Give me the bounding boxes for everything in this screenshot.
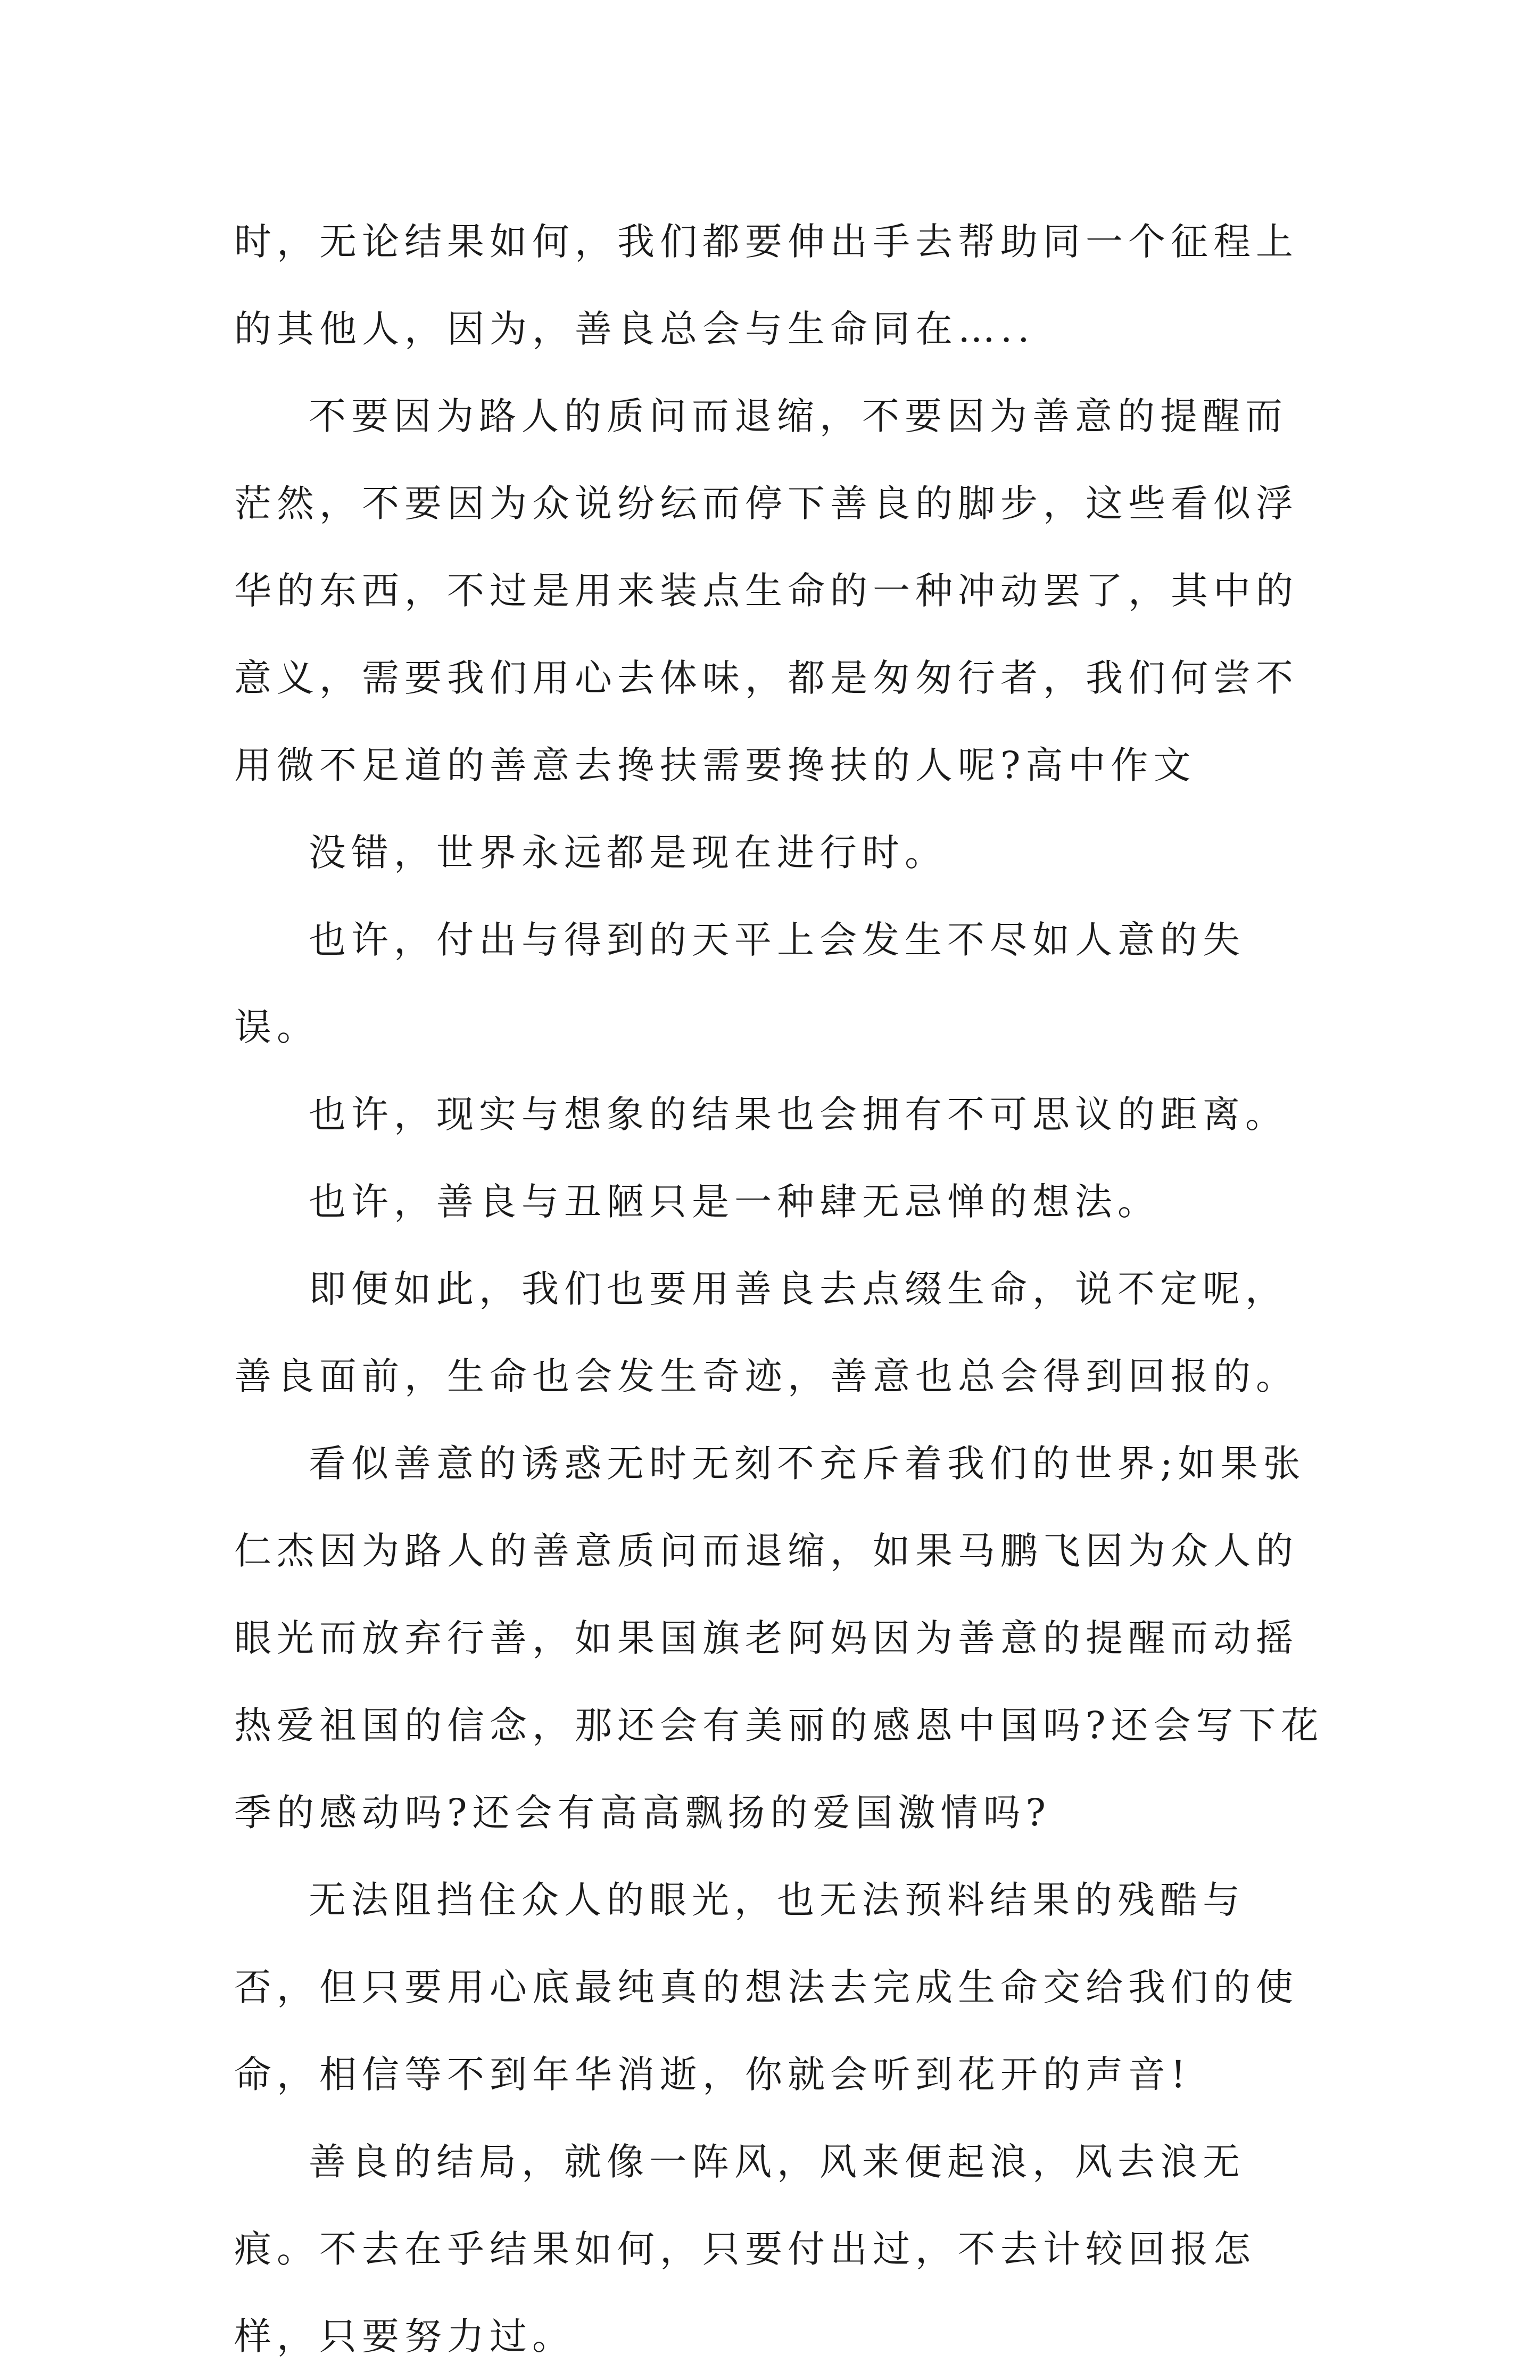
paragraph-5: 也许，现实与想象的结果也会拥有不可思议的距离。 xyxy=(309,1093,1288,1136)
paragraph-4: 也许，付出与得到的天平上会发生不尽如人意的失误。 xyxy=(234,918,1245,1049)
paragraph-7: 即便如此，我们也要用善良去点缀生命，说不定呢，善良面前，生命也会发生奇迹，善意也总会得到回报的。 xyxy=(234,1267,1298,1398)
paragraph-8: 看似善意的诱惑无时无刻不充斥着我们的世界;如果张仁杰因为路人的善意质问而退缩，如果马鹏飞因为众人的眼光而放弃行善，如果国旗老阿妈因为善意的提醒而动摇热爱祖国的信念，那还会有美丽的感恩中国吗?还会写下花季的感动吗?还会有高高飘扬的爱国激情吗? xyxy=(234,1442,1324,1834)
paragraph-3: 没错，世界永远都是现在进行时。 xyxy=(309,831,947,874)
document-body xyxy=(234,198,1325,2380)
paragraph-2: 不要因为路人的质问而退缩，不要因为善意的提醒而茫然，不要因为众说纷纭而停下善良的脚步，这些看似浮华的东西，不过是用来装点生命的一种冲动罢了，其中的意义，需要我们用心去体味，都是匆匆行者，我们何尝不用微不足道的善意去搀扶需要搀扶的人呢?高中作文 xyxy=(234,394,1298,787)
paragraph-10: 善良的结局，就像一阵风，风来便起浪，风去浪无痕。不去在乎结果如何，只要付出过，不去计较回报怎样，只要努力过。 xyxy=(234,2140,1256,2358)
paragraph-6: 也许，善良与丑陋只是一种肆无忌惮的想法。 xyxy=(309,1180,1160,1224)
paragraph-1: 时，无论结果如何，我们都要伸出手去帮助同一个征程上的其他人，因为，善良总会与生命同在….. xyxy=(234,220,1298,351)
paragraph-9: 无法阻挡住众人的眼光，也无法预料结果的残酷与否，但只要用心底最纯真的想法去完成生命交给我们的使命，相信等不到年华消逝，你就会听到花开的声音! xyxy=(234,1878,1298,2096)
